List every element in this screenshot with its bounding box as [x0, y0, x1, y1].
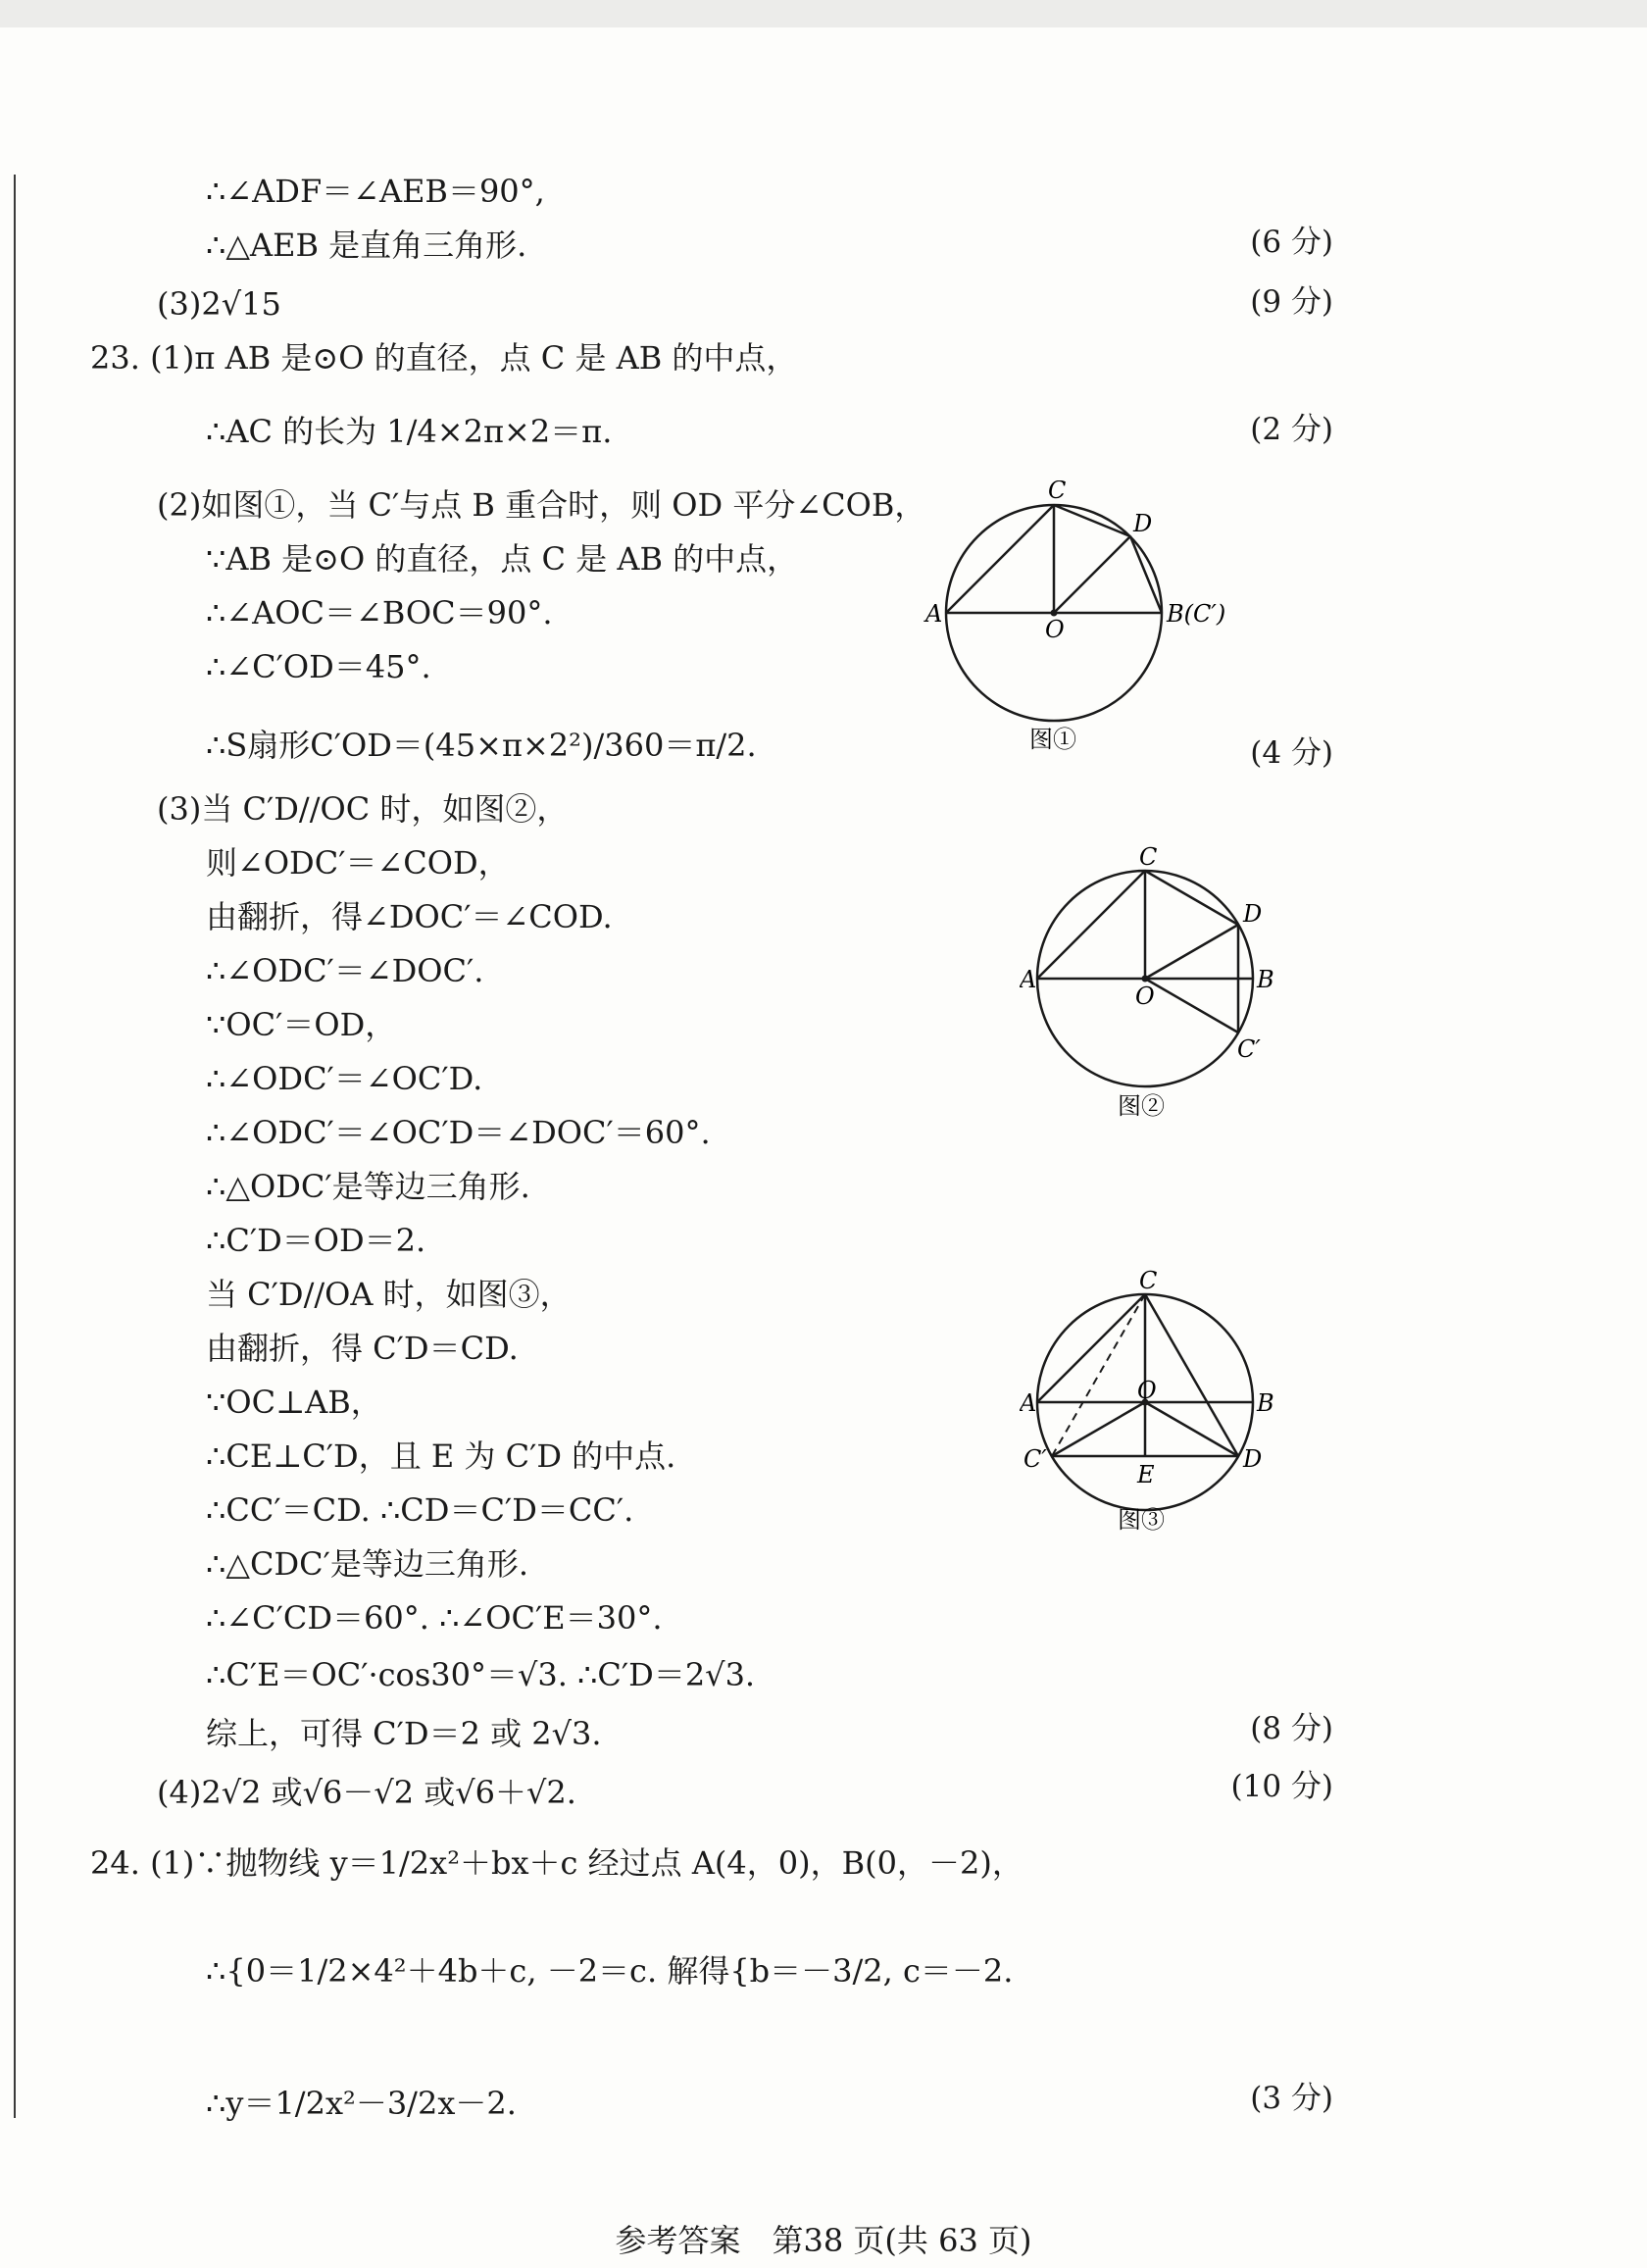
- question-23-line: 23. (1)π AB 是⊙O 的直径，点 C 是 AB 的中点，: [90, 339, 798, 377]
- segment-ac: [1037, 871, 1145, 979]
- figure-1: [922, 480, 1255, 765]
- answer-line: ∴∠AOC＝∠BOC＝90°.: [206, 594, 553, 631]
- label-e: E: [1137, 1461, 1155, 1488]
- score-label: (6 分): [1250, 225, 1333, 260]
- answer-line: ∴C′E＝OC′·cos30°＝√3. ∴C′D＝2√3.: [206, 1656, 756, 1693]
- segment-od: [1054, 536, 1130, 613]
- score-label: (3 分): [1250, 2081, 1333, 2116]
- answer-line: ∴△CDC′是等边三角形.: [206, 1545, 529, 1583]
- segment-oc-prime: [1052, 1402, 1145, 1456]
- segment-od: [1145, 925, 1238, 979]
- segment-cd: [1145, 871, 1238, 925]
- page-footer: 参考答案 第38 页(共 63 页): [615, 2222, 1032, 2259]
- score-label: (10 分): [1230, 1769, 1333, 1804]
- answer-line: ∵OC′＝OD，: [206, 1006, 397, 1043]
- figure-2: [1020, 841, 1304, 1126]
- label-a: A: [1020, 1389, 1037, 1417]
- left-margin-rule: [14, 175, 16, 2118]
- figure-caption: 图①: [1029, 726, 1076, 753]
- answer-line: ∴CC′＝CD. ∴CD＝C′D＝CC′.: [206, 1491, 634, 1529]
- label-a: A: [925, 600, 943, 628]
- segment-db: [1130, 536, 1162, 613]
- answer-line: (2)如图①，当 C′与点 B 重合时，则 OD 平分∠COB，: [157, 486, 926, 524]
- segment-ac: [1037, 1294, 1145, 1402]
- label-c: C: [1139, 843, 1158, 871]
- answer-line: ∴S扇形C′OD＝(45×π×2²)/360＝π/2.: [206, 727, 757, 764]
- answer-line: 当 C′D//OA 时，如图③，: [206, 1276, 572, 1313]
- answer-line: ∴△AEB 是直角三角形.: [206, 227, 527, 264]
- answer-line: ∴∠ADF＝∠AEB＝90°,: [206, 173, 545, 210]
- segment-oc-prime: [1145, 979, 1238, 1033]
- answer-line: (3)当 C′D//OC 时，如图②，: [157, 790, 569, 828]
- segment-od: [1145, 1402, 1238, 1456]
- figure-3: [1020, 1265, 1304, 1549]
- scan-top-band: [0, 0, 1647, 27]
- answer-line: ∴{0＝1/2×4²＋4b＋c, －2＝c. 解得{b＝－3/2, c＝－2.: [206, 1952, 1014, 1990]
- label-o: O: [1137, 1377, 1157, 1404]
- score-label: (4 分): [1250, 735, 1333, 771]
- answer-line: ∴∠C′CD＝60°. ∴∠OC′E＝30°.: [206, 1599, 663, 1637]
- answer-line: ∵OC⊥AB，: [206, 1384, 382, 1421]
- answer-line: ∴CE⊥C′D，且 E 为 C′D 的中点.: [206, 1437, 676, 1475]
- segment-cd: [1145, 1294, 1238, 1456]
- answer-line: 则∠ODC′＝∠COD，: [206, 844, 510, 882]
- answer-line: ∴∠ODC′＝∠DOC′.: [206, 952, 484, 989]
- label-b: B: [1257, 1389, 1274, 1417]
- label-d: D: [1133, 510, 1153, 537]
- segment-cd: [1054, 505, 1130, 536]
- label-o: O: [1045, 616, 1065, 643]
- answer-line: ∴AC 的长为 1/4×2π×2＝π.: [206, 413, 613, 450]
- answer-line: ∴y＝1/2x²－3/2x－2.: [206, 2085, 517, 2122]
- label-d: D: [1243, 900, 1263, 928]
- label-c-prime: C′: [1237, 1035, 1261, 1063]
- answer-line: 由翻折，得∠DOC′＝∠COD.: [206, 898, 613, 935]
- answer-line: 综上，可得 C′D＝2 或 2√3.: [206, 1715, 602, 1752]
- score-label: (9 分): [1250, 284, 1333, 320]
- figure-caption: 图②: [1118, 1092, 1165, 1120]
- answer-line: ∴∠ODC′＝∠OC′D.: [206, 1060, 483, 1097]
- label-b: B: [1257, 966, 1274, 993]
- answer-line: ∵AB 是⊙O 的直径，点 C 是 AB 的中点，: [206, 540, 799, 578]
- label-c-prime: C′: [1023, 1445, 1047, 1473]
- label-b: B(C′): [1167, 600, 1226, 628]
- label-a: A: [1020, 966, 1037, 993]
- label-o: O: [1135, 983, 1155, 1010]
- figure-caption: 图③: [1118, 1506, 1165, 1534]
- answer-line: 由翻折，得 C′D＝CD.: [206, 1330, 519, 1367]
- label-d: D: [1243, 1445, 1263, 1473]
- answer-line: (3)2√15: [157, 285, 281, 323]
- answer-line: ∴△ODC′是等边三角形.: [206, 1168, 530, 1205]
- score-label: (2 分): [1250, 412, 1333, 447]
- score-label: (8 分): [1250, 1711, 1333, 1746]
- point-o: [1142, 976, 1149, 983]
- answer-line: ∴∠C′OD＝45°.: [206, 648, 431, 685]
- label-c: C: [1139, 1267, 1158, 1294]
- question-24-line: 24. (1)∵抛物线 y＝1/2x²＋bx＋c 经过点 A(4，0)，B(0，－2)，: [90, 1844, 1023, 1882]
- segment-ac: [946, 505, 1054, 613]
- answer-line: (4)2√2 或√6－√2 或√6＋√2.: [157, 1774, 576, 1811]
- answer-line: ∴C′D＝OD＝2.: [206, 1222, 426, 1259]
- label-c: C: [1048, 480, 1067, 504]
- answer-line: ∴∠ODC′＝∠OC′D＝∠DOC′＝60°.: [206, 1114, 711, 1151]
